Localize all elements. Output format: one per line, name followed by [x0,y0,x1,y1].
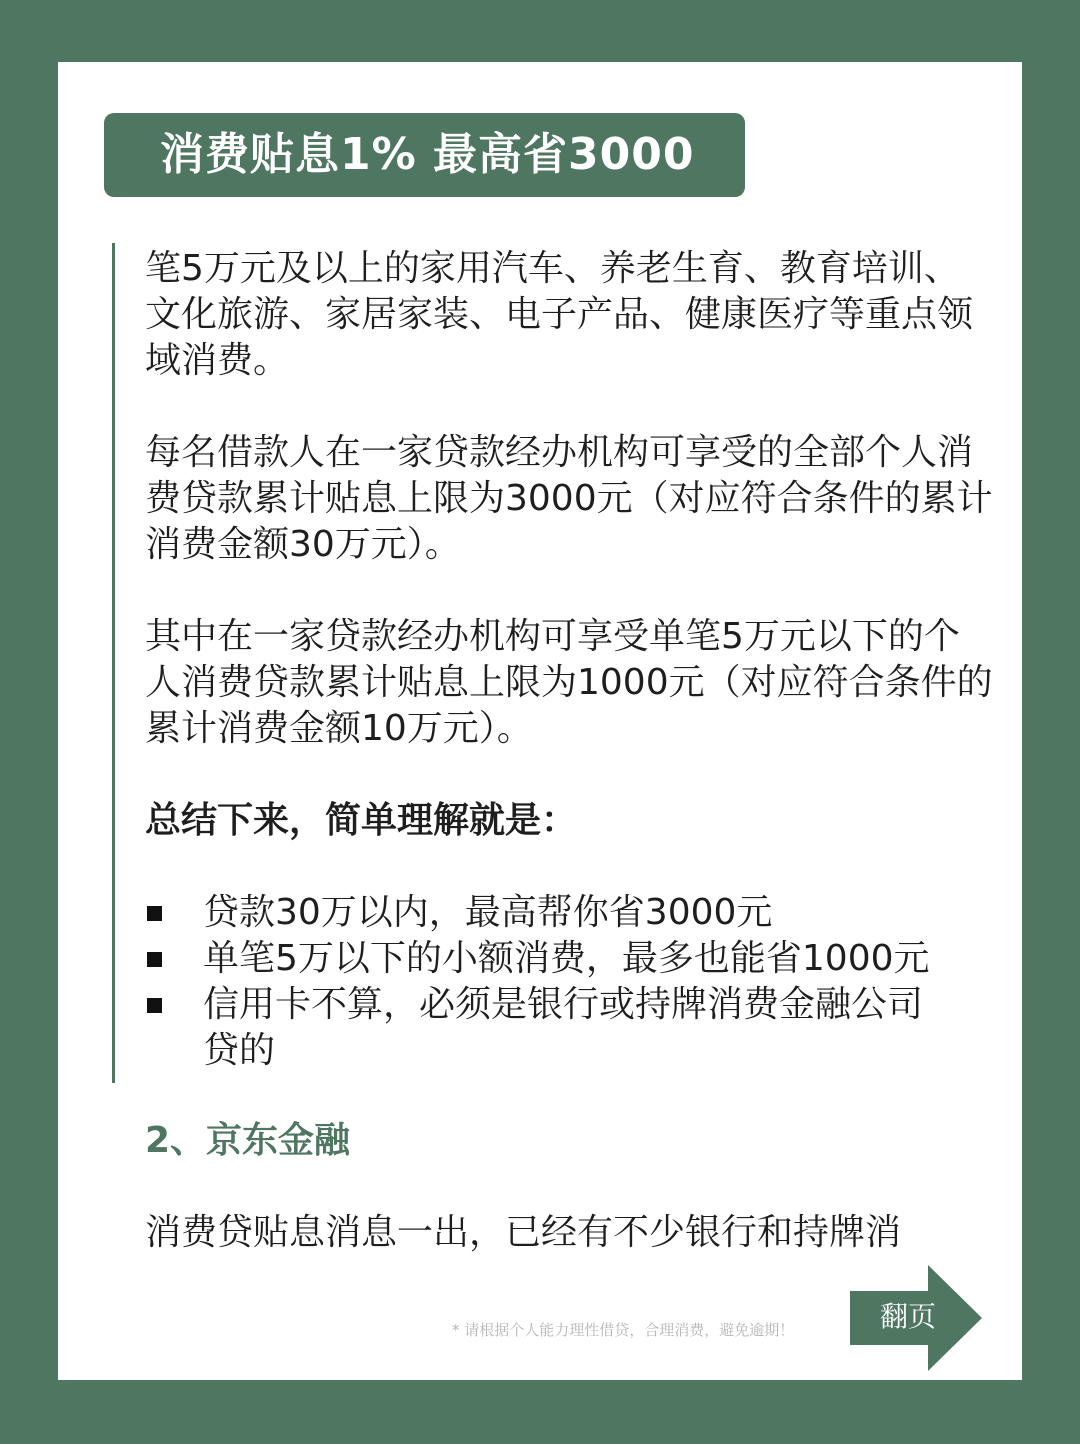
paragraph-eligible-categories: 笔5万元及以上的家用汽车、养老生育、教育培训、文化旅游、家居家装、电子产品、健康医疗等重点领域消费。 [145,248,974,381]
summary-list [145,890,995,1074]
list-item [145,982,995,1074]
paragraph-continued: 消费贷贴息消息一出，已经有不少银行和持牌消 [145,1212,902,1253]
section-heading-jd-finance: 2、京东金融 [145,1120,351,1161]
black-square-bullet-icon [147,998,162,1013]
list-item [145,936,995,982]
disclaimer-note: * 请根据个人能力理性借贷，合理消费，避免逾期！ [452,1321,795,1339]
article-body [145,246,995,1074]
black-square-bullet-icon [147,952,162,967]
page-title: 消费贴息1% 最高省3000 [104,113,745,197]
black-square-bullet-icon [147,906,162,921]
summary-heading: 总结下来，简单理解就是： [145,800,578,841]
list-item-text: 贷款30万以内，最高帮你省3000元 [203,892,773,933]
paragraph-total-cap: 每名借款人在一家贷款经办机构可享受的全部个人消费贷款累计贴息上限为3000元（对应符合条件的累计消费金额30万元）。 [145,432,993,565]
list-item [145,890,995,936]
quote-bar [112,243,115,1083]
list-item-text: 单笔5万以下的小额消费，最多也能省1000元 [203,938,930,979]
list-item-text: 信用卡不算，必须是银行或持牌消费金融公司贷的 [203,984,924,1071]
paragraph-small-loan-cap: 其中在一家贷款经办机构可享受单笔5万元以下的个人消费贷款累计贴息上限为1000元（对应符合条件的累计消费金额10万元）。 [145,616,993,749]
next-page-button[interactable] [850,1265,982,1371]
next-page-label: 翻页 [879,1300,936,1333]
